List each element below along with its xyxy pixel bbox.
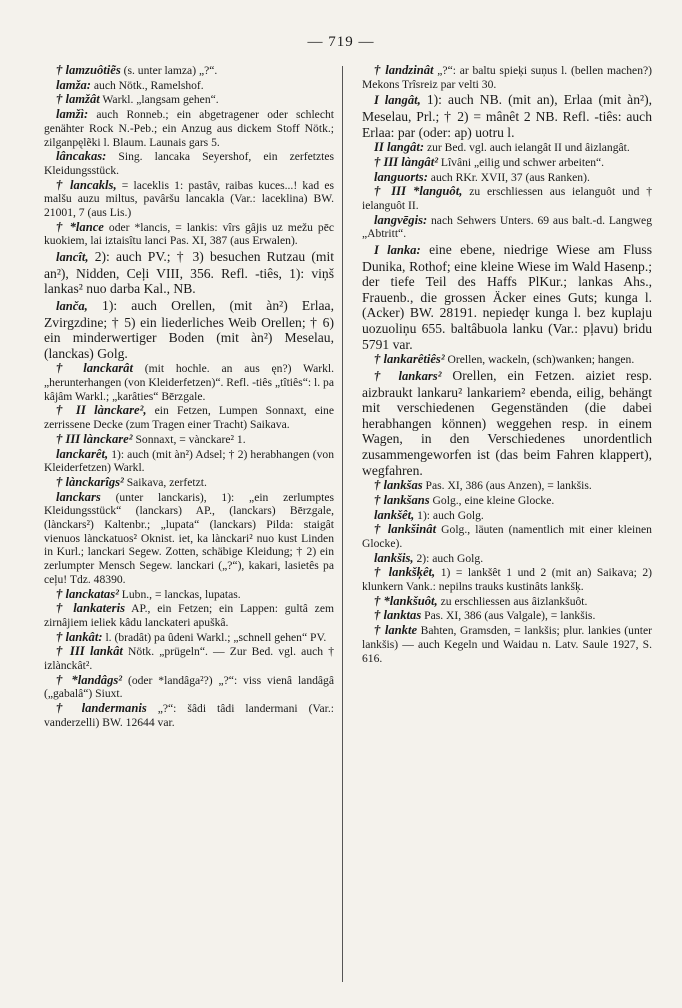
entry-text: zu erschliessen aus ielanguôt und † ielanguôt II.: [362, 185, 653, 212]
dictionary-entry: [44, 150, 334, 177]
page-number: — 719 —: [307, 34, 375, 50]
entry-text: (oder *landâga²?) „?“: viss vienâ landâgâ („gabalâ“) Siuxt.: [44, 673, 334, 701]
dictionary-entry: [44, 64, 334, 78]
dictionary-entry: [362, 353, 652, 367]
entry-headword: † III làngât²: [374, 154, 438, 169]
dictionary-entry: [362, 368, 652, 478]
entry-headword: † lanckatas²: [56, 586, 119, 601]
dictionary-entry: [44, 404, 334, 431]
entry-text: oder *lancis, = lankis: vîrs gâjis uz mežu pēc kuokiem, lai iztaisîtu lanci Pas. XI, 387 (aus Erwalen).: [44, 220, 334, 248]
dictionary-entry: [362, 171, 652, 185]
dictionary-entry: [362, 479, 652, 493]
entry-text: Golg., eine kleine Glocke.: [429, 493, 555, 507]
entry-headword: † *lance: [56, 219, 104, 234]
entry-headword: † III lànckare²: [56, 431, 133, 446]
entry-headword: I lanka:: [374, 243, 421, 258]
entry-headword: † III *languôt,: [374, 184, 463, 199]
dictionary-entry: [362, 552, 652, 566]
entry-text: Orellen, ein Fetzen. aiziet resp. aizbraukt lankaru² lankariem² ebenda, eilig, behängt mit verschiedenen Gegenständen (die dabei herabhangen können) weggehen resp. in einem Wagen, in den Verschiedenes unordentlich zusammengeworfen ist (das beim Fahren klappert), wegfahren.: [362, 367, 652, 478]
dictionary-entry: [362, 214, 652, 241]
entry-headword: lanckarêt,: [56, 446, 109, 461]
entry-headword: † lankateris: [56, 601, 125, 616]
entry-text: 1): auch (mit àn²) Adsel; † 2) herabhangen (von Kleiderfetzen) Warkl.: [44, 447, 334, 475]
entry-headword: lanča,: [56, 298, 88, 313]
entry-text: Lîvâni „eilig und schwer arbeiten“.: [437, 155, 605, 169]
dictionary-entry: [362, 92, 652, 140]
entry-headword: † lankarêtiês²: [374, 352, 445, 367]
entry-text: Golg., läuten (namentlich mit einer kleinen Glocke).: [362, 523, 652, 550]
entry-text: (s. unter lamza) „?“.: [120, 64, 218, 77]
entry-text: = laceklis 1: pastâv, raibas kuces...! kad es malšu auzu miltus, pavâršu lancakla (Var.: laceklina) BW. 21001, 7 (aus Lis.): [44, 178, 334, 220]
entry-text: 2): auch PV.; † 3) besuchen Rutzau (mit an²), Nidden, Ceļi VIII, 356. Refl. -tiês, 1): viņš lankas² nuo darba Kal., NB.: [44, 249, 334, 297]
entry-headword: lankšis,: [374, 550, 414, 565]
dictionary-entry: [44, 645, 334, 672]
entry-headword: lamžì:: [56, 107, 89, 122]
entry-headword: † landermanis: [56, 701, 147, 716]
dictionary-columns: [44, 64, 652, 731]
entry-text: Sing. lancaka Seyershof, ein zerfetztes Kleidungsstück.: [44, 150, 334, 177]
entry-text: 1): auch Orellen, (mit àn²) Erlaa, Zvirgzdine; † 5) ein liederliches Weib Orellen; † 6) ein minderwertiger Boden (mit àn²) Meselau, (lanckas) Golg.: [44, 297, 334, 361]
entry-text: „?“: šâdi tâdi landermani (Var.: vanderzelli) BW. 12644 var.: [44, 702, 335, 729]
entry-text: auch RKr. XVII, 37 (aus Ranken).: [427, 170, 590, 184]
entry-headword: lancît,: [56, 250, 89, 265]
entry-text: (mit hochle. an aus ęn?) Warkl. „herunterhangen (von Kleiderfetzen)“. Refl. -tiês „tîtiês“: l. pa kâjâm Warkl.; „karâties“ Bērzgale.: [44, 362, 334, 403]
entry-headword: † lancakls,: [56, 177, 117, 192]
entry-headword: † lamžât: [56, 92, 100, 107]
entry-text: eine ebene, niedrige Wiese am Fluss Dunika, Rothof; eine kleine Wiese im Wald Hasenp.; der tiefe Teil des Haffs PlKur.; lankas Ahs., Frauenb., die grossen Äcker eines Guts; kunga l. (Acker) BW. 28191. nepiedęr kunga l. bez kuplaju uozuoliņu 655. baltâbuola lanku (Var.: pļavu) bridu 5791 var.: [362, 242, 652, 352]
entry-text: 1) = lankšêt 1 und 2 (mit an) Saikava; 2) klunkern Vank.: nepilns trauks kustinâts lankšķ.: [362, 566, 652, 594]
entry-headword: † lanckarât: [56, 361, 133, 376]
dictionary-entry: [362, 156, 652, 170]
dictionary-entry: [44, 476, 334, 490]
entry-text: AP., ein Fetzen; ein Lappen: gultâ zem zirnâjiem ieliek kâdu lanckateri apuškâ.: [44, 602, 334, 629]
dictionary-entry: [362, 141, 652, 155]
dictionary-entry: [44, 602, 334, 629]
entry-text: auch Nötk., Ramelshof.: [90, 78, 204, 92]
dictionary-entry: [44, 362, 334, 403]
entry-headword: lanckars: [56, 489, 101, 504]
dictionary-entry: [362, 509, 652, 523]
entry-text: 2): auch Golg.: [413, 551, 484, 565]
dictionary-entry: [44, 79, 334, 93]
dictionary-entry: [44, 93, 334, 107]
entry-headword: † lànckarîgs²: [56, 474, 124, 489]
entry-headword: † lanktas: [374, 608, 422, 623]
dictionary-entry: [44, 221, 334, 248]
entry-text: Orellen, wackeln, (sch)wanken; hangen.: [444, 353, 635, 367]
entry-headword: † lankars²: [374, 368, 442, 383]
dictionary-entry: [362, 566, 652, 593]
right-column: [362, 64, 652, 731]
entry-headword: lâncakas:: [56, 149, 107, 164]
dictionary-entry: [44, 249, 334, 297]
entry-headword: † lamzuôtiẽs: [56, 63, 121, 77]
dictionary-entry: [44, 491, 334, 587]
entry-headword: lankšêt,: [374, 507, 415, 522]
dictionary-entry: [362, 609, 652, 623]
dictionary-entry: [44, 108, 334, 149]
dictionary-entry: [44, 448, 334, 475]
dictionary-entry: [362, 242, 652, 352]
entry-text: Pas. XI, 386 (aus Anzen), = lankšis.: [422, 479, 592, 493]
entry-headword: languorts:: [374, 169, 428, 184]
dictionary-entry: [362, 185, 652, 212]
entry-headword: † lankât:: [56, 629, 103, 644]
entry-text: zur Bed. vgl. auch ielangât II und âizlangât.: [424, 141, 630, 155]
dictionary-entry: [362, 624, 652, 665]
entry-text: 1): auch Golg.: [414, 508, 484, 522]
entry-headword: † *lankšuôt,: [374, 593, 438, 608]
entry-text: (unter lanckaris), 1): „ein zerlumptes Kleidungsstück“ (lanckars) AP., (lanckars) Bērzgale, (lànckars²) Kaltenbr.; „lupata“ (lanckars) Pilda: staigât vienuos lànckatuos² Oknist. iet, ka lànckari² nuo kust Linden in Kurl.; lanckari Segew. Zotten, schäbige Kleidung; † 2) ein zerlumpter Mensch Segew. lanckari („?“), kakari, lasietês pa ceļu! Tdz. 48390.: [44, 490, 334, 586]
dictionary-entry: [362, 523, 652, 550]
entry-headword: † II lànckare²,: [56, 403, 147, 418]
dictionary-entry: [44, 631, 334, 645]
entry-text: nach Sehwers Unters. 69 aus balt.-d. Langweg „Abtritt“.: [362, 213, 652, 241]
dictionary-entry: [44, 433, 334, 447]
entry-headword: † landzinât: [374, 63, 434, 77]
entry-text: zu erschliessen aus âizlankšuôt.: [437, 594, 588, 608]
dictionary-entry: [362, 64, 652, 91]
entry-headword: † lankte: [374, 623, 418, 638]
entry-text: Nötk. „prügeln“. — Zur Bed. vgl. auch † izlànckât².: [44, 645, 334, 673]
entry-headword: lamža:: [56, 77, 91, 92]
entry-headword: † lankšķêt,: [374, 565, 436, 580]
entry-headword: langvēgis:: [374, 212, 428, 227]
entry-text: auch Ronneb.; ein abgetragener oder schlecht genähter Rock N.-Peb.; ein Anzug aus dickem Stoff Nötk.; zilganpęlẽki l. Blaum. Launais gars 5.: [44, 108, 334, 149]
dictionary-entry: [44, 179, 334, 220]
dictionary-entry: [362, 595, 652, 609]
dictionary-entry: [362, 494, 652, 508]
entry-headword: † *landâgs²: [56, 672, 123, 687]
entry-text: ein Fetzen, Lumpen Sonnaxt, eine zerrissene Decke (zum Tragen einer Tracht) Saikava.: [44, 404, 335, 432]
entry-text: Lubn., = lanckas, lupatas.: [118, 587, 241, 601]
entry-text: Pas. XI, 386 (aus Valgale), = lankšis.: [421, 609, 596, 623]
entry-text: Saikava, zerfetzt.: [123, 475, 207, 489]
dictionary-entry: [44, 298, 334, 361]
entry-headword: † lankšinât: [374, 522, 437, 537]
entry-text: Bahten, Gramsden, = lankšis; plur. lankies (unter lankšis) — auch Kegeln und Waidau n. Latv. Saule 1927, S. 616.: [362, 624, 652, 665]
dictionary-entry: [44, 588, 334, 602]
entry-text: „?“: ar baltu spieķi suņus l. (bellen machen?) Mekons Trîsreiz par velti 30.: [362, 64, 652, 91]
entry-headword: II langât:: [374, 140, 425, 155]
entry-text: Warkl. „langsam gehen“.: [99, 93, 219, 107]
entry-text: 1): auch NB. (mit an), Erlaa (mit àn²), Meselau, Prl.; † 2) = mânêt 2 NB. Refl. -tiês: auch Erlaa: par (oder: ap) uotru l.: [362, 92, 652, 140]
entry-text: l. (bradât) pa ûdeni Warkl.; „schnell gehen“ PV.: [102, 630, 327, 644]
entry-headword: † lankšans: [374, 492, 430, 507]
entry-headword: † III lankât: [56, 644, 123, 659]
left-column: [44, 64, 334, 731]
entry-headword: I langât,: [374, 93, 421, 108]
entry-headword: † lankšas: [374, 478, 423, 493]
entry-text: Sonnaxt, = vànckare² 1.: [132, 432, 246, 446]
dictionary-entry: [44, 702, 334, 729]
dictionary-entry: [44, 674, 334, 701]
